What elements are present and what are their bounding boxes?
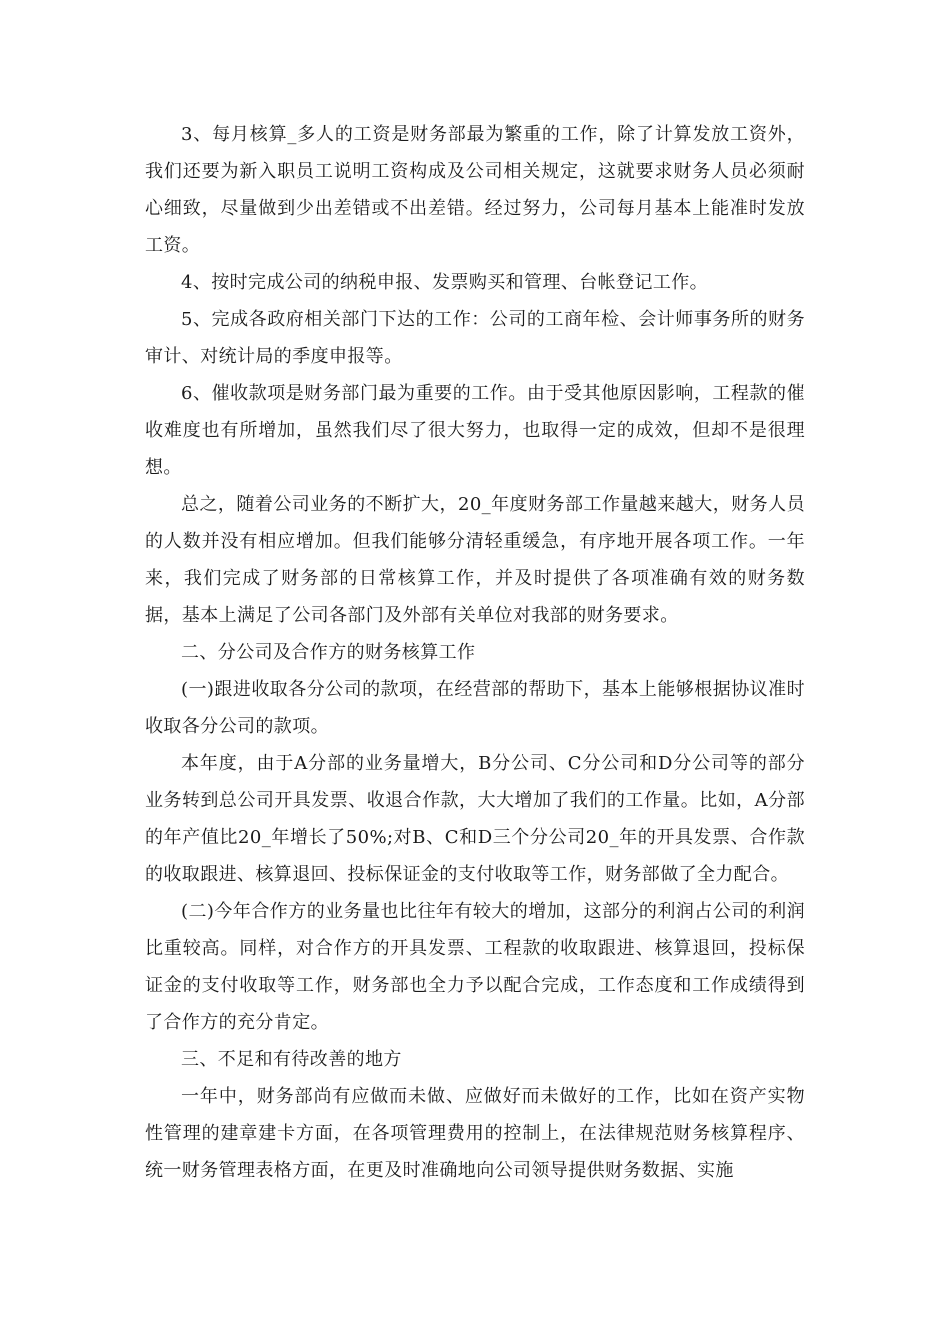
- paragraph-partner-business: (二)今年合作方的业务量也比往年有较大的增加，这部分的利润占公司的利润比重较高。同样，对合作方的开具发票、工程款的收取跟进、核算退回，投标保证金的支付收取等工作，财务部也全力予以配合完成，工作态度和工作成绩得到了合作方的充分肯定。: [145, 901, 805, 1033]
- paragraph-summary: 总之，随着公司业务的不断扩大，20_年度财务部工作量越来越大，财务人员的人数并没有相应增加。但我们能够分清轻重缓急，有序地开展各项工作。一年来，我们完成了财务部的日常核算工作，并及时提供了各项准确有效的财务数据，基本上满足了公司各部门及外部有关单位对我部的财务要求。: [145, 494, 805, 626]
- section-heading-branch-accounting: 二、分公司及合作方的财务核算工作: [181, 642, 476, 663]
- paragraph-government-tasks: 5、完成各政府相关部门下达的工作：公司的工商年检、会计师事务所的财务审计、对统计局的季度申报等。: [145, 309, 805, 367]
- paragraph-collection: 6、催收款项是财务部门最为重要的工作。由于受其他原因影响，工程款的催收难度也有所增加，虽然我们尽了很大努力，也取得一定的成效，但却不是很理想。: [145, 383, 805, 478]
- paragraph-shortcomings: 一年中，财务部尚有应做而未做、应做好而未做好的工作，比如在资产实物性管理的建章建卡方面，在各项管理费用的控制上，在法律规范财务核算程序、统一财务管理表格方面，在更及时准确地向公司领导提供财务数据、实施: [145, 1086, 805, 1181]
- section-heading-shortcomings: 三、不足和有待改善的地方: [181, 1049, 402, 1070]
- document-body: [145, 116, 805, 1189]
- paragraph-salary-accounting: 3、每月核算_多人的工资是财务部最为繁重的工作，除了计算发放工资外，我们还要为新入职员工说明工资构成及公司相关规定，这就要求财务人员必须耐心细致，尽量做到少出差错或不出差错。经过努力，公司每月基本上能准时发放工资。: [145, 124, 805, 256]
- paragraph-annual-business: 本年度，由于A分部的业务量增大，B分公司、C分公司和D分公司等的部分业务转到总公司开具发票、收退合作款，大大增加了我们的工作量。比如，A分部的年产值比20_年增长了50%;对B、C和D三个分公司20_年的开具发票、合作款的收取跟进、核算退回、投标保证金的支付收取等工作，财务部做了全力配合。: [145, 753, 805, 885]
- paragraph-branch-payments: (一)跟进收取各分公司的款项，在经营部的帮助下，基本上能够根据协议准时收取各分公司的款项。: [145, 679, 805, 737]
- paragraph-tax-filing: 4、按时完成公司的纳税申报、发票购买和管理、台帐登记工作。: [181, 272, 709, 293]
